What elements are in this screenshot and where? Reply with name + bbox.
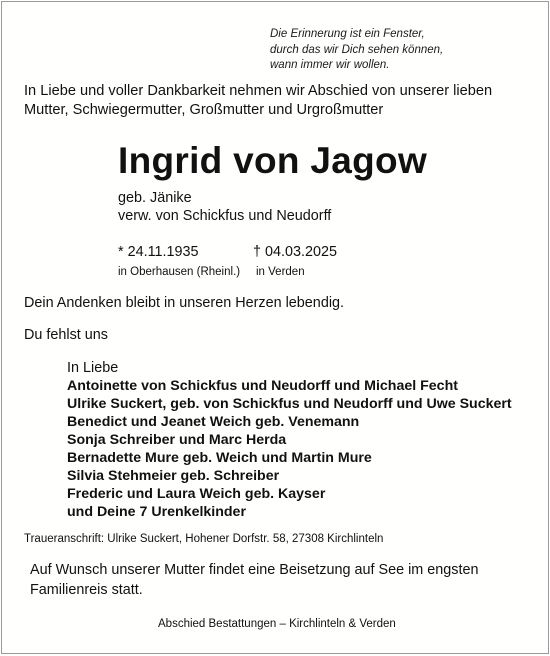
death-place: in Verden bbox=[256, 266, 305, 278]
mourner-name: Silvia Stehmeier geb. Schreiber bbox=[67, 468, 280, 484]
remembrance-line: Dein Andenken bleibt in unseren Herzen lebendig. bbox=[24, 295, 345, 311]
quote-line-2: durch das wir Dich sehen können, bbox=[270, 43, 444, 56]
missing-you-line: Du fehlst uns bbox=[24, 327, 108, 343]
birth-date: * 24.11.1935 bbox=[118, 244, 199, 260]
birth-place: in Oberhausen (Rheinl.) bbox=[118, 266, 241, 278]
burial-notice: Auf Wunsch unserer Mutter findet eine Beisetzung auf See im engsten Familienreis statt. bbox=[30, 562, 479, 598]
obituary-notice bbox=[1, 1, 549, 654]
maiden-name: geb. Jänike bbox=[118, 190, 192, 206]
mourner-name: Benedict und Jeanet Weich geb. Venemann bbox=[67, 414, 360, 430]
mourner-name: Bernadette Mure geb. Weich und Martin Mure bbox=[67, 450, 372, 466]
funeral-home-footer: Abschied Bestattungen – Kirchlinteln & Verden bbox=[158, 618, 396, 630]
quote-line-3: wann immer wir wollen. bbox=[270, 59, 390, 71]
mourner-name: Ulrike Suckert, geb. von Schickfus und Neudorff und Uwe Suckert bbox=[67, 396, 512, 412]
quote-line-1: Die Erinnerung ist ein Fenster, bbox=[270, 28, 425, 40]
mourning-address: Traueranschrift: Ulrike Suckert, Hohener Dorfstr. 58, 27308 Kirchlinteln bbox=[24, 533, 384, 545]
deceased-name: Ingrid von Jagow bbox=[118, 140, 428, 181]
mourner-name: Sonja Schreiber und Marc Herda bbox=[67, 432, 287, 448]
mourner-name: und Deine 7 Urenkelkinder bbox=[67, 504, 246, 520]
mourners-heading: In Liebe bbox=[67, 360, 119, 376]
memorial-quote bbox=[270, 27, 443, 74]
widowed-name: verw. von Schickfus und Neudorff bbox=[118, 208, 332, 224]
mourner-name: Frederic und Laura Weich geb. Kayser bbox=[67, 486, 326, 502]
death-date: † 04.03.2025 bbox=[253, 244, 338, 260]
mourners-list bbox=[67, 359, 512, 521]
intro-text: In Liebe und voller Dankbarkeit nehmen wir Abschied von unserer lieben Mutter, Schwiegermutter, Großmutter und Urgroßmutter bbox=[24, 83, 493, 118]
mourner-name: Antoinette von Schickfus und Neudorff und Michael Fecht bbox=[67, 378, 458, 394]
